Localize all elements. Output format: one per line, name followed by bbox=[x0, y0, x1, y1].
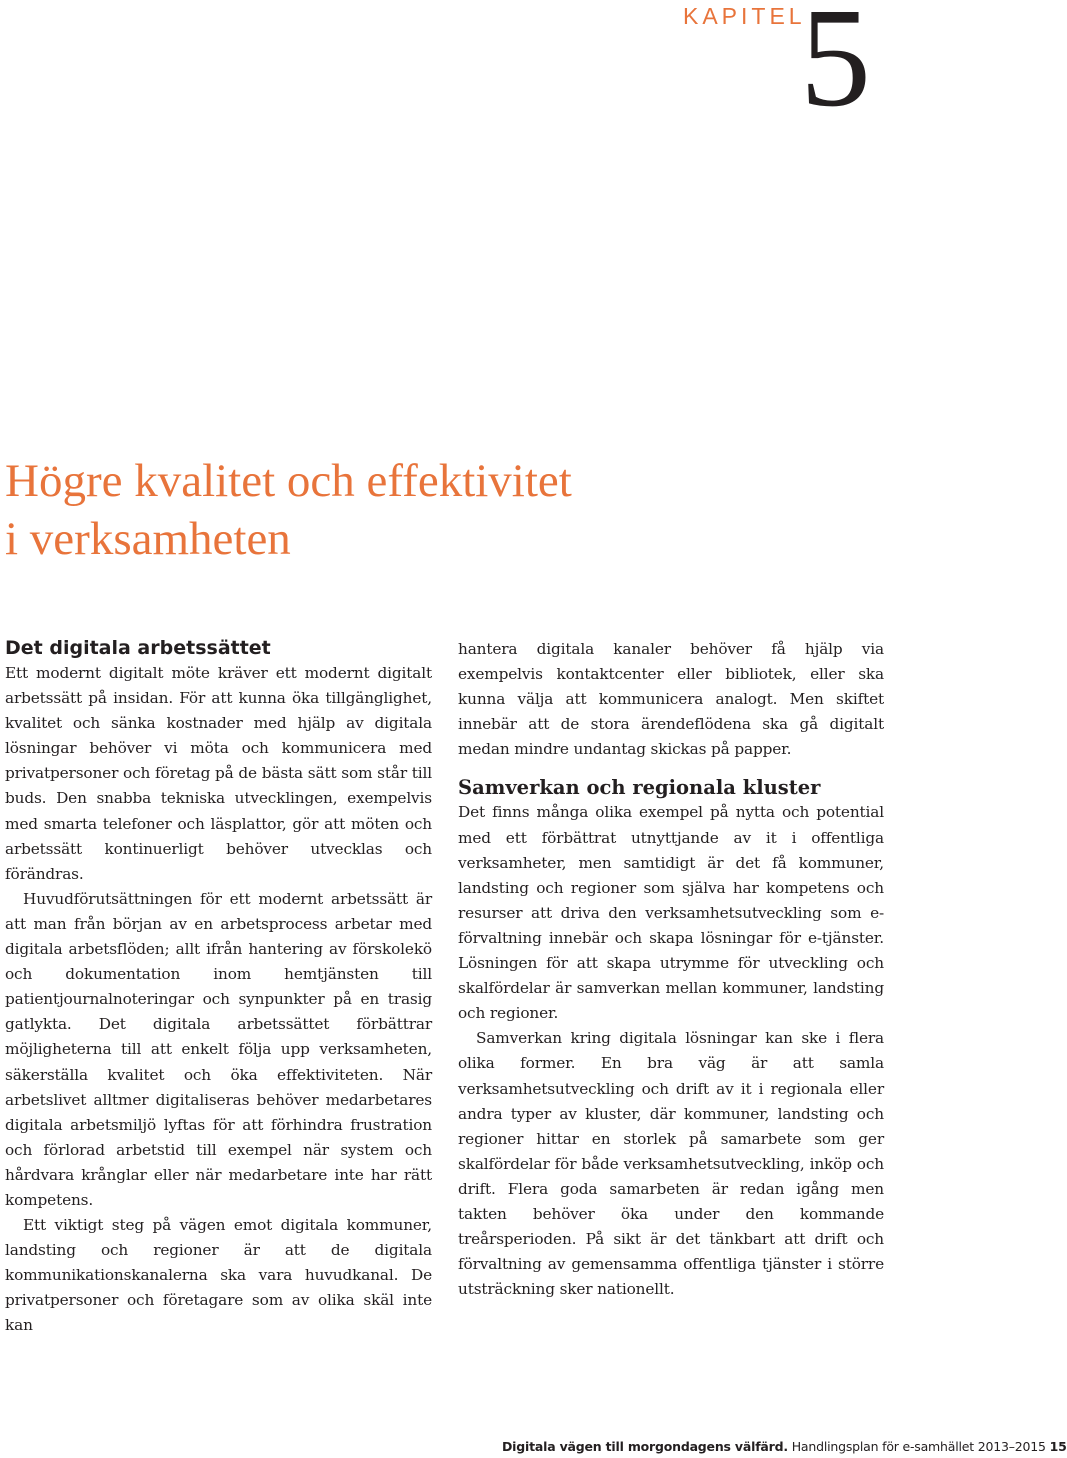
body-paragraph: Det finns många olika exempel på nytta och potential med ett förbättrat utnyttjande av it i offentliga verksamheter, men samtidigt är det få kommuner, landsting och regioner som själva har kompetens och resurser att driva den verksamhetsutveckling som e-förvaltning innebär och skapa lösningar för e-tjänster. Lösningen för att skapa utrymme för utveckling och skalfördelar är samverkan mellan kommuner, landsting och regioner. bbox=[458, 803, 884, 1023]
page-title-line-2: i verksamheten bbox=[5, 513, 291, 565]
body-paragraph: Ett viktigt steg på vägen emot digitala kommuner, landsting och regioner är att de digitala kommunikationskanalerna ska vara huvudkanal. De privatpersoner och företagare som av olika skäl inte kan bbox=[5, 1216, 432, 1335]
page-title-line-1: Högre kvalitet och effektivitet bbox=[5, 455, 572, 507]
footer-subtitle: Handlingsplan för e-samhället 2013–2015 bbox=[791, 1439, 1046, 1454]
page-number: 15 bbox=[1049, 1439, 1067, 1454]
chapter-label: KAPITEL bbox=[683, 3, 806, 29]
body-paragraph: Samverkan kring digitala lösningar kan ske i flera olika former. En bra väg är att samla verksamhetsutveckling och drift av it i regionala eller andra typer av kluster, där kommuner, landsting och regioner hittar en storlek på samarbete som ger skalfördelar för både verksamhetsutveckling, inköp och drift. Flera goda samarbeten är redan igång men takten behöver öka under den kommande treårsperioden. På sikt är det tänkbart att drift och förvaltning av gemensamma offentliga tjänster i större utsträckning sker nationellt. bbox=[458, 1029, 884, 1299]
left-column bbox=[5, 636, 432, 1339]
page-footer bbox=[502, 1439, 1067, 1455]
page-title bbox=[5, 452, 705, 568]
body-paragraph: Ett modernt digitalt möte kräver ett modernt digitalt arbetssätt på insidan. För att kunna öka tillgänglighet, kvalitet och sänka kostnader med hjälp av digitala lösningar behöver vi möta och kommunicera med privatpersoner och företag på de bästa sätt som står till buds. Den snabba tekniska utvecklingen, exempelvis med smarta telefoner och läsplattor, gör att möten och arbetssätt kontinuerligt behöver utvecklas och förändras. bbox=[5, 664, 432, 883]
right-column bbox=[458, 637, 884, 1302]
footer-publication: Digitala vägen till morgondagens välfärd. bbox=[502, 1439, 788, 1454]
chapter-number: 5 bbox=[800, 0, 871, 136]
body-paragraph-continuation: hantera digitala kanaler behöver få hjälp via exempelvis kontaktcenter eller bibliotek, eller ska kunna välja att kommunicera analogt. Men skiftet innebär att de stora ärendeflödena ska gå digitalt medan mindre undantag skickas på papper. bbox=[458, 640, 884, 759]
section-heading-digital-work: Det digitala arbetssättet bbox=[5, 637, 271, 659]
section-heading-collaboration: Samverkan och regionala kluster bbox=[458, 776, 821, 800]
body-paragraph: Huvudförutsättningen för ett modernt arbetssätt är att man från början av en arbetsprocess arbetar med digitala arbetsflöden; allt ifrån hantering av förskolekö och dokumentation inom hemtjänsten till patientjournalnoteringar och synpunkter på en trasig gatlykta. Det digitala arbetssättet förbättrar möjligheterna till att enkelt följa upp verksamheten, säkerställa kvalitet och öka effektiviteten. När arbetslivet alltmer digitaliseras behöver medarbetares digitala arbetsmiljö lyftas för att förhindra frustration och förlorad arbetstid till exempel när system och hårdvara krånglar eller när medarbetare inte har rätt kompetens. bbox=[5, 889, 432, 1209]
